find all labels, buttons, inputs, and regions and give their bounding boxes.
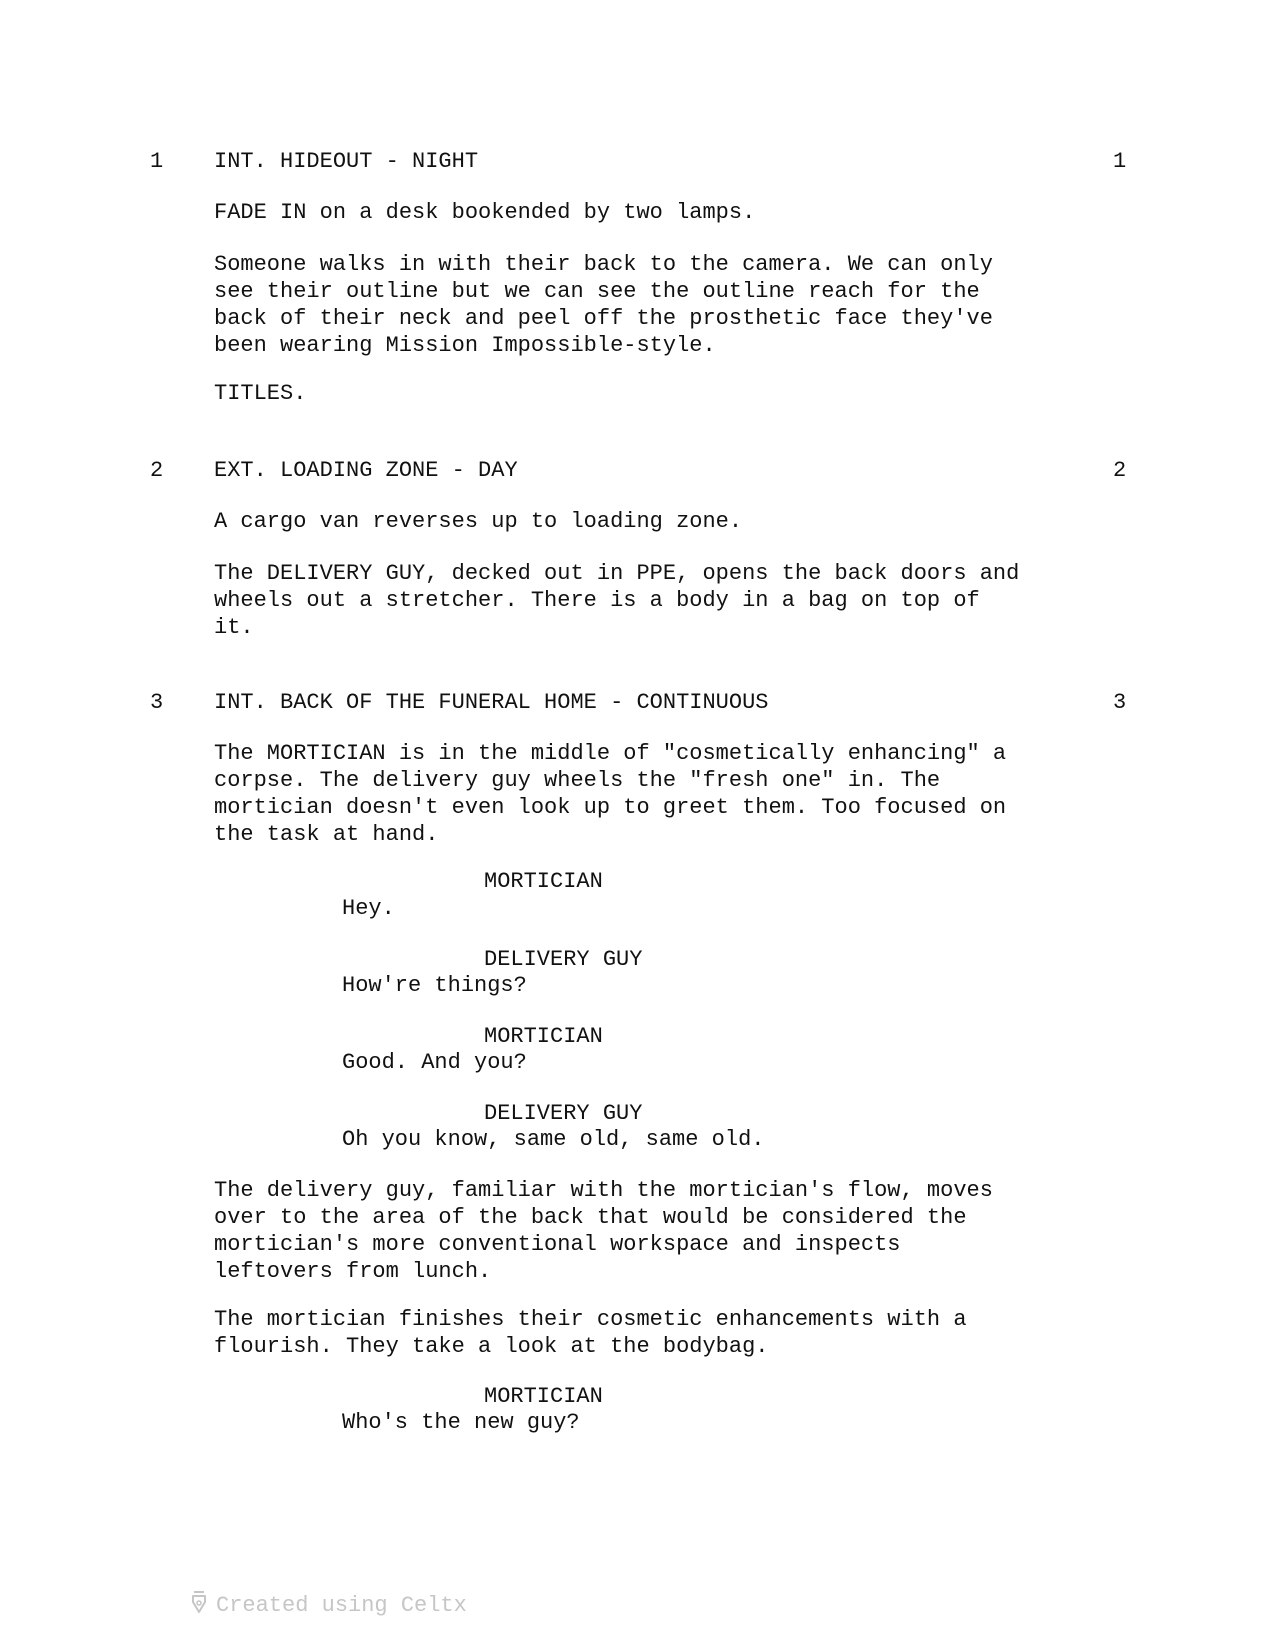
character-cue: MORTICIAN <box>484 1384 603 1409</box>
scene-heading: INT. HIDEOUT - NIGHT <box>214 149 479 174</box>
scene-number-left: 3 <box>150 690 164 715</box>
scene-number-left: 1 <box>150 149 164 174</box>
character-cue: DELIVERY GUY <box>484 947 643 972</box>
action-paragraph: The MORTICIAN is in the middle of "cosmetically enhancing" a corpse. The delivery guy wheels the "fresh one" in. The mortician doesn't even look up to greet them. Too focused on the task at hand. <box>214 741 1007 847</box>
character-cue: MORTICIAN <box>484 1024 603 1049</box>
dialogue-line: Good. And you? <box>342 1050 527 1075</box>
scene-number-right: 2 <box>1113 458 1127 483</box>
action-paragraph: The mortician finishes their cosmetic enhancements with a flourish. They take a look at the bodybag. <box>214 1307 967 1359</box>
action-paragraph: TITLES. <box>214 381 307 406</box>
action-paragraph: A cargo van reverses up to loading zone. <box>214 509 743 534</box>
action-paragraph: Someone walks in with their back to the camera. We can only see their outline but we can see the outline reach for the back of their neck and peel off the prosthetic face they've been wearing Mission Impossible-style. <box>214 252 993 358</box>
dialogue-line: Oh you know, same old, same old. <box>342 1127 765 1152</box>
scene-heading: EXT. LOADING ZONE - DAY <box>214 458 518 483</box>
character-cue: DELIVERY GUY <box>484 1101 643 1126</box>
dialogue-line: Who's the new guy? <box>342 1410 580 1435</box>
celtx-pen-icon <box>190 1590 216 1621</box>
scene-heading: INT. BACK OF THE FUNERAL HOME - CONTINUOUS <box>214 690 769 715</box>
action-paragraph: The delivery guy, familiar with the mortician's flow, moves over to the area of the back that would be considered the mortician's more conventional workspace and inspects leftovers from lunch. <box>214 1178 993 1284</box>
action-paragraph: The DELIVERY GUY, decked out in PPE, opens the back doors and wheels out a stretcher. There is a body in a bag on top of it. <box>214 561 1020 640</box>
watermark <box>190 1590 467 1620</box>
dialogue-line: How're things? <box>342 973 527 998</box>
watermark-text: Created using Celtx <box>216 1592 467 1618</box>
scene-number-right: 1 <box>1113 149 1127 174</box>
scene-number-left: 2 <box>150 458 164 483</box>
character-cue: MORTICIAN <box>484 869 603 894</box>
scene-number-right: 3 <box>1113 690 1127 715</box>
dialogue-line: Hey. <box>342 896 395 921</box>
action-paragraph: FADE IN on a desk bookended by two lamps. <box>214 200 756 225</box>
